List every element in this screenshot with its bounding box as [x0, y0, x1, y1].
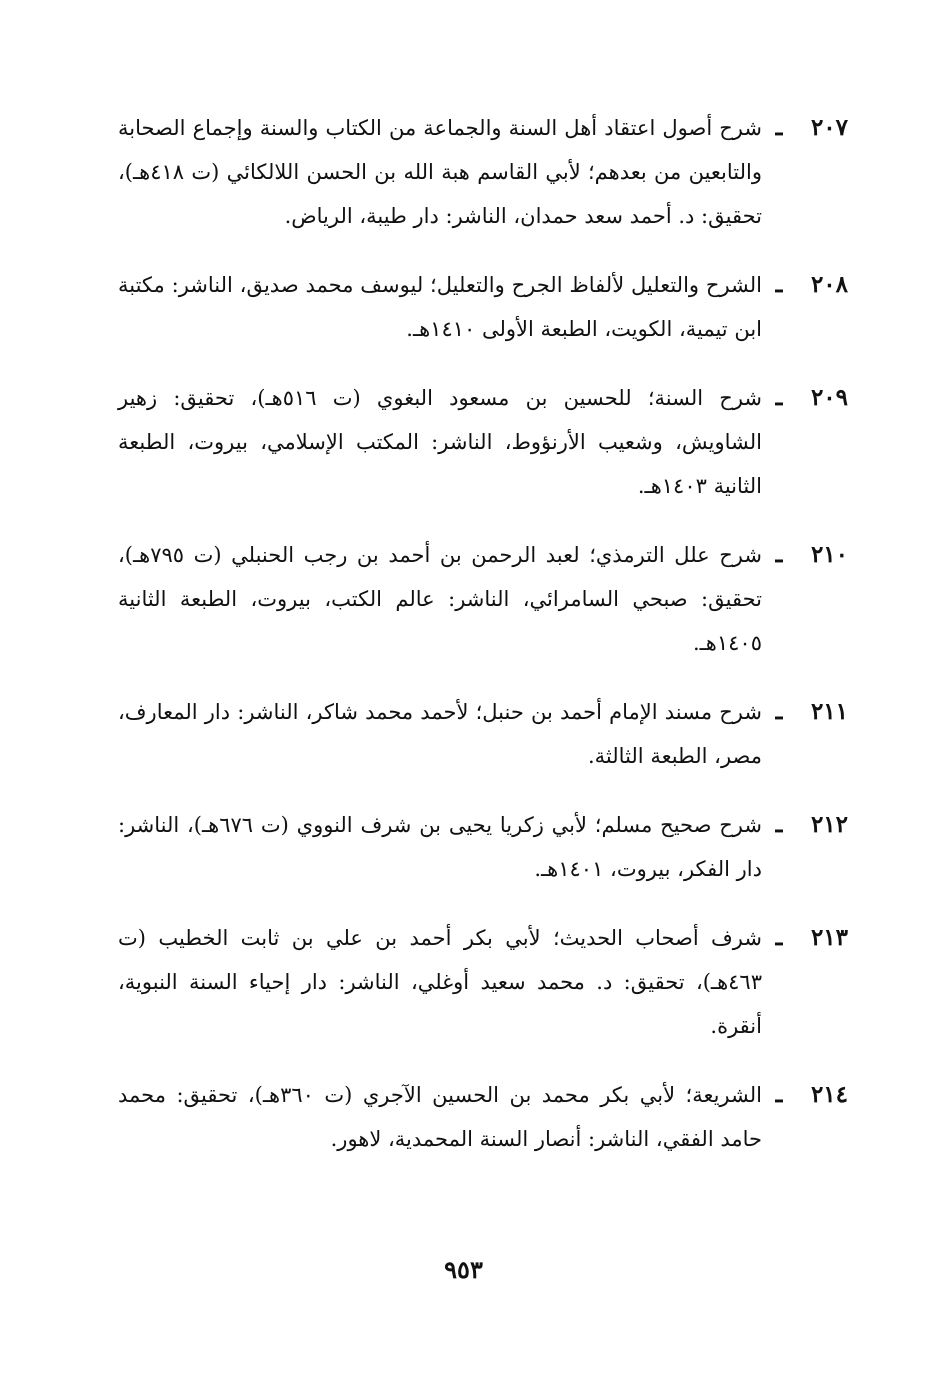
entry-text: شرح صحيح مسلم؛ لأبي زكريا يحيى بن شرف النووي (ت ٦٧٦هـ)، الناشر: دار الفكر، بيروت، ١٤٠١هـ.: [118, 813, 762, 881]
entry-dash: ـ: [775, 698, 783, 725]
entry-number: ٢٠٧: [810, 114, 848, 141]
bibliography-entry-207: [118, 106, 848, 238]
bibliography-entry-213: [118, 916, 848, 1048]
entry-number: ٢١٢: [810, 811, 848, 838]
bibliography-entry-214: [118, 1073, 848, 1161]
entry-text: شرف أصحاب الحديث؛ لأبي بكر أحمد بن علي بن ثابت الخطيب (ت ٤٦٣هـ)، تحقيق: د. محمد سعيد أوغلي، الناشر: دار إحياء السنة النبوية، أنقرة.: [118, 926, 762, 1038]
bibliography-entry-210: [118, 533, 848, 665]
entry-number: ٢٠٩: [810, 384, 848, 411]
entry-dash: ـ: [775, 271, 783, 298]
bibliography-list: [118, 106, 848, 1186]
bibliography-entry-212: [118, 803, 848, 891]
entry-text: شرح أصول اعتقاد أهل السنة والجماعة من الكتاب والسنة وإجماع الصحابة والتابعين من بعدهم؛ لأبي القاسم هبة الله بن الحسن اللالكائي (ت ٤١٨هـ)، تحقيق: د. أحمد سعد حمدان، الناشر: دار طيبة، الرياض.: [118, 116, 762, 228]
entry-number: ٢١٣: [810, 924, 848, 951]
entry-dash: ـ: [775, 114, 783, 141]
entry-text: شرح علل الترمذي؛ لعبد الرحمن بن أحمد بن رجب الحنبلي (ت ٧٩٥هـ)، تحقيق: صبحي السامرائي، الناشر: عالم الكتب، بيروت، الطبعة الثانية ١٤٠٥هـ.: [118, 543, 762, 655]
entry-number: ٢١٤: [810, 1081, 848, 1108]
entry-number: ٢١٠: [810, 541, 848, 568]
entry-text: الشريعة؛ لأبي بكر محمد بن الحسين الآجري (ت ٣٦٠هـ)، تحقيق: محمد حامد الفقي، الناشر: أنصار السنة المحمدية، لاهور.: [118, 1083, 762, 1151]
entry-dash: ـ: [775, 384, 783, 411]
bibliography-entry-211: [118, 690, 848, 778]
entry-number: ٢٠٨: [810, 271, 848, 298]
entry-dash: ـ: [775, 1081, 783, 1108]
page-number: ٩٥٣: [444, 1255, 483, 1284]
entry-dash: ـ: [775, 811, 783, 838]
entry-number: ٢١١: [810, 698, 848, 725]
entry-text: الشرح والتعليل لألفاظ الجرح والتعليل؛ ليوسف محمد صديق، الناشر: مكتبة ابن تيمية، الكويت، الطبعة الأولى ١٤١٠هـ.: [118, 273, 762, 341]
entry-text: شرح مسند الإمام أحمد بن حنبل؛ لأحمد محمد شاكر، الناشر: دار المعارف، مصر، الطبعة الثالثة.: [118, 700, 762, 768]
entry-dash: ـ: [775, 541, 783, 568]
bibliography-entry-209: [118, 376, 848, 508]
entry-text: شرح السنة؛ للحسين بن مسعود البغوي (ت ٥١٦هـ)، تحقيق: زهير الشاويش، وشعيب الأرنؤوط، الناشر: المكتب الإسلامي، بيروت، الطبعة الثانية ١٤٠٣هـ.: [118, 386, 763, 498]
entry-dash: ـ: [775, 924, 783, 951]
bibliography-entry-208: [118, 263, 848, 351]
